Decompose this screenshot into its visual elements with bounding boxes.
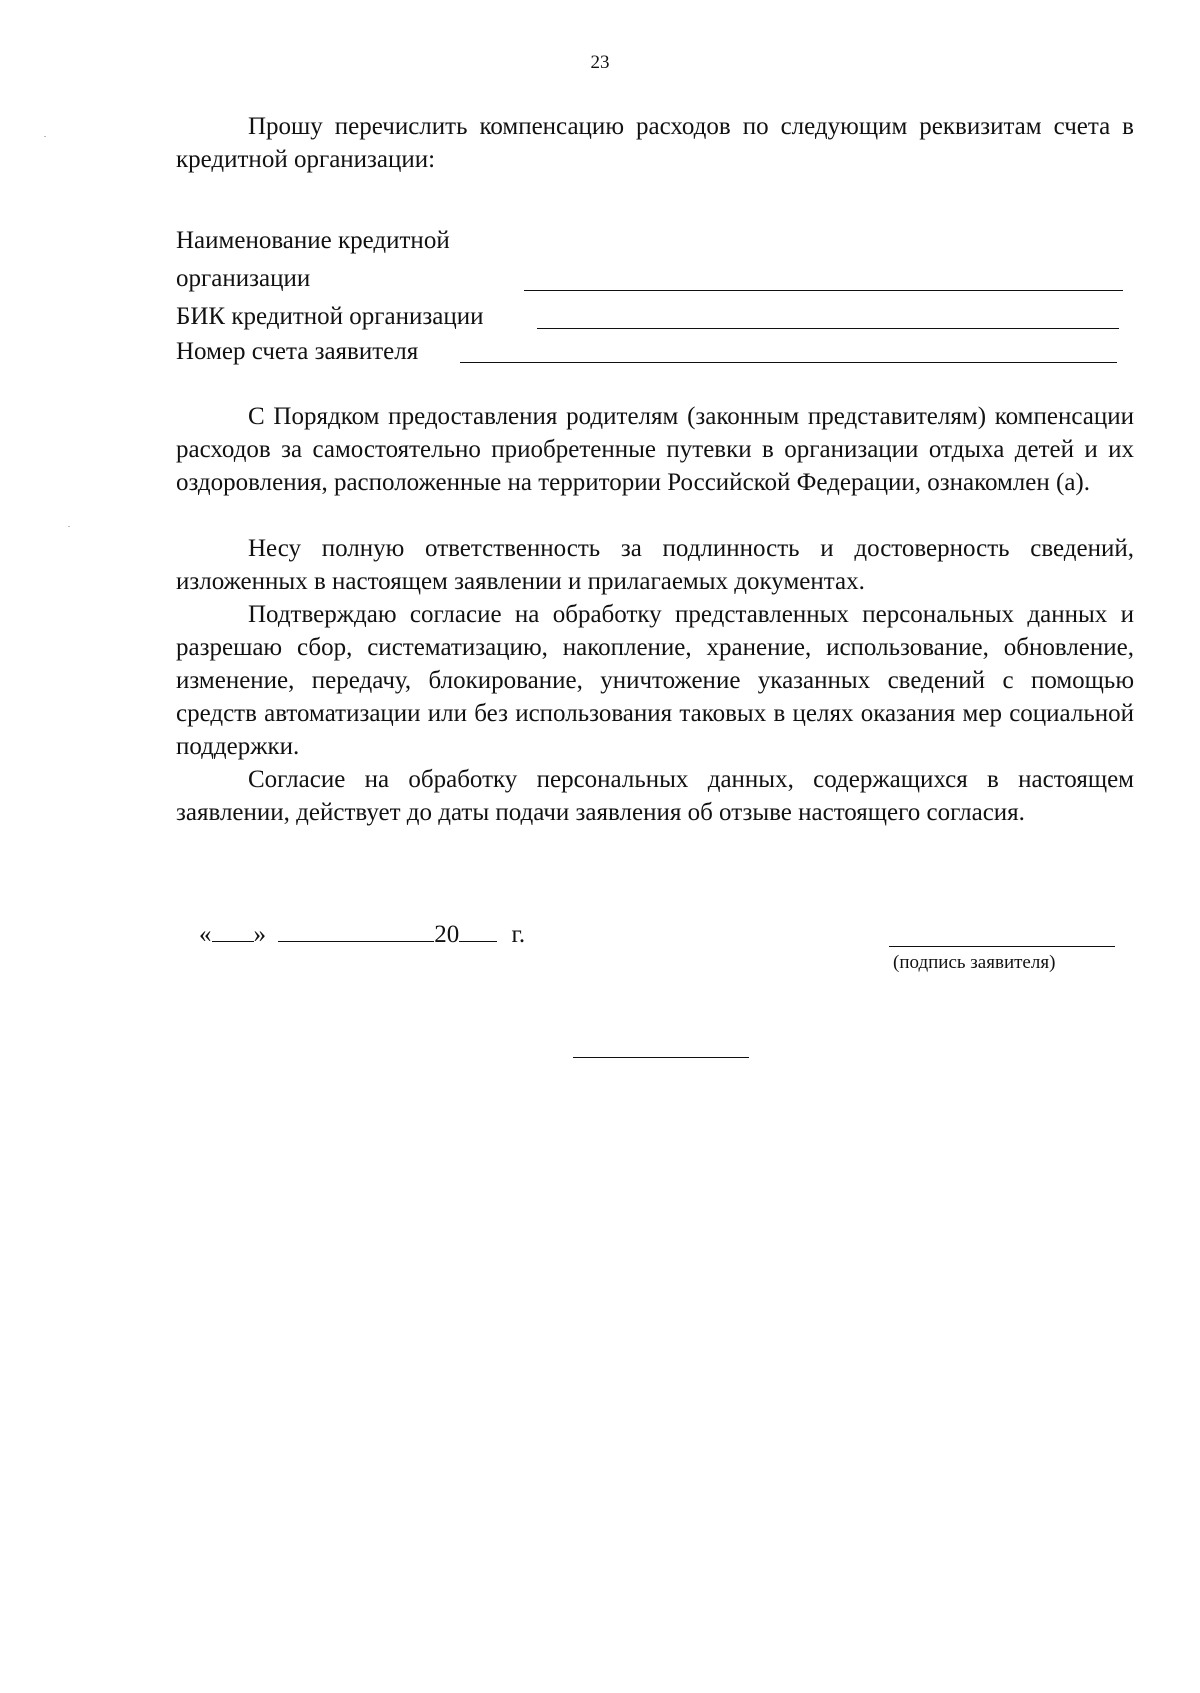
date-block — [199, 918, 525, 951]
paragraph-consent: Подтверждаю согласие на обработку представленных персональных данных и разрешаю сбор, систематизацию, накопление, хранение, использование, обновление, изменение, передачу, блокирование, уничтожение указанных сведений с помощью средств автоматизации или без использования таковых в целях оказания мер социальной поддержки. — [176, 601, 1134, 760]
bik-label: БИК кредитной организации — [176, 303, 484, 330]
bik-field[interactable] — [537, 328, 1119, 329]
date-close-quote: » — [253, 921, 266, 948]
signature-caption: (подпись заявителя) — [893, 952, 1056, 973]
account-field[interactable] — [460, 362, 1117, 363]
signature-field[interactable] — [889, 946, 1115, 947]
page-number: 23 — [590, 52, 610, 73]
end-divider — [573, 1057, 749, 1058]
request-paragraph: Прошу перечислить компенсацию расходов по следующим реквизитам счета в кредитной организации: — [176, 113, 1134, 173]
date-open-quote: « — [199, 921, 212, 948]
paragraph-consent-validity: Согласие на обработку персональных данных, содержащихся в настоящем заявлении, действует до даты подачи заявления об отзыве настоящего согласия. — [176, 766, 1134, 826]
date-year-suffix: г. — [511, 921, 526, 948]
scan-speck — [68, 526, 70, 527]
scan-speck — [44, 136, 46, 137]
paragraph-procedure: С Порядком предоставления родителям (законным представителям) компенсации расходов за самостоятельно приобретенные путевки в организации отдыха детей и их оздоровления, расположенные на территории Российской Федерации, ознакомлен (а). — [176, 403, 1134, 496]
bank-name-field[interactable] — [524, 290, 1123, 291]
day-field[interactable] — [212, 919, 254, 942]
month-field[interactable] — [278, 919, 434, 942]
bank-name-label-line1: Наименование кредитной — [176, 227, 450, 254]
year-field[interactable] — [459, 919, 497, 942]
date-century: 20 — [434, 921, 460, 948]
account-label: Номер счета заявителя — [176, 338, 419, 365]
bank-name-label-line2: организации — [176, 265, 311, 292]
paragraph-responsibility: Несу полную ответственность за подлинность и достоверность сведений, изложенных в настоящем заявлении и прилагаемых документах. — [176, 535, 1134, 595]
